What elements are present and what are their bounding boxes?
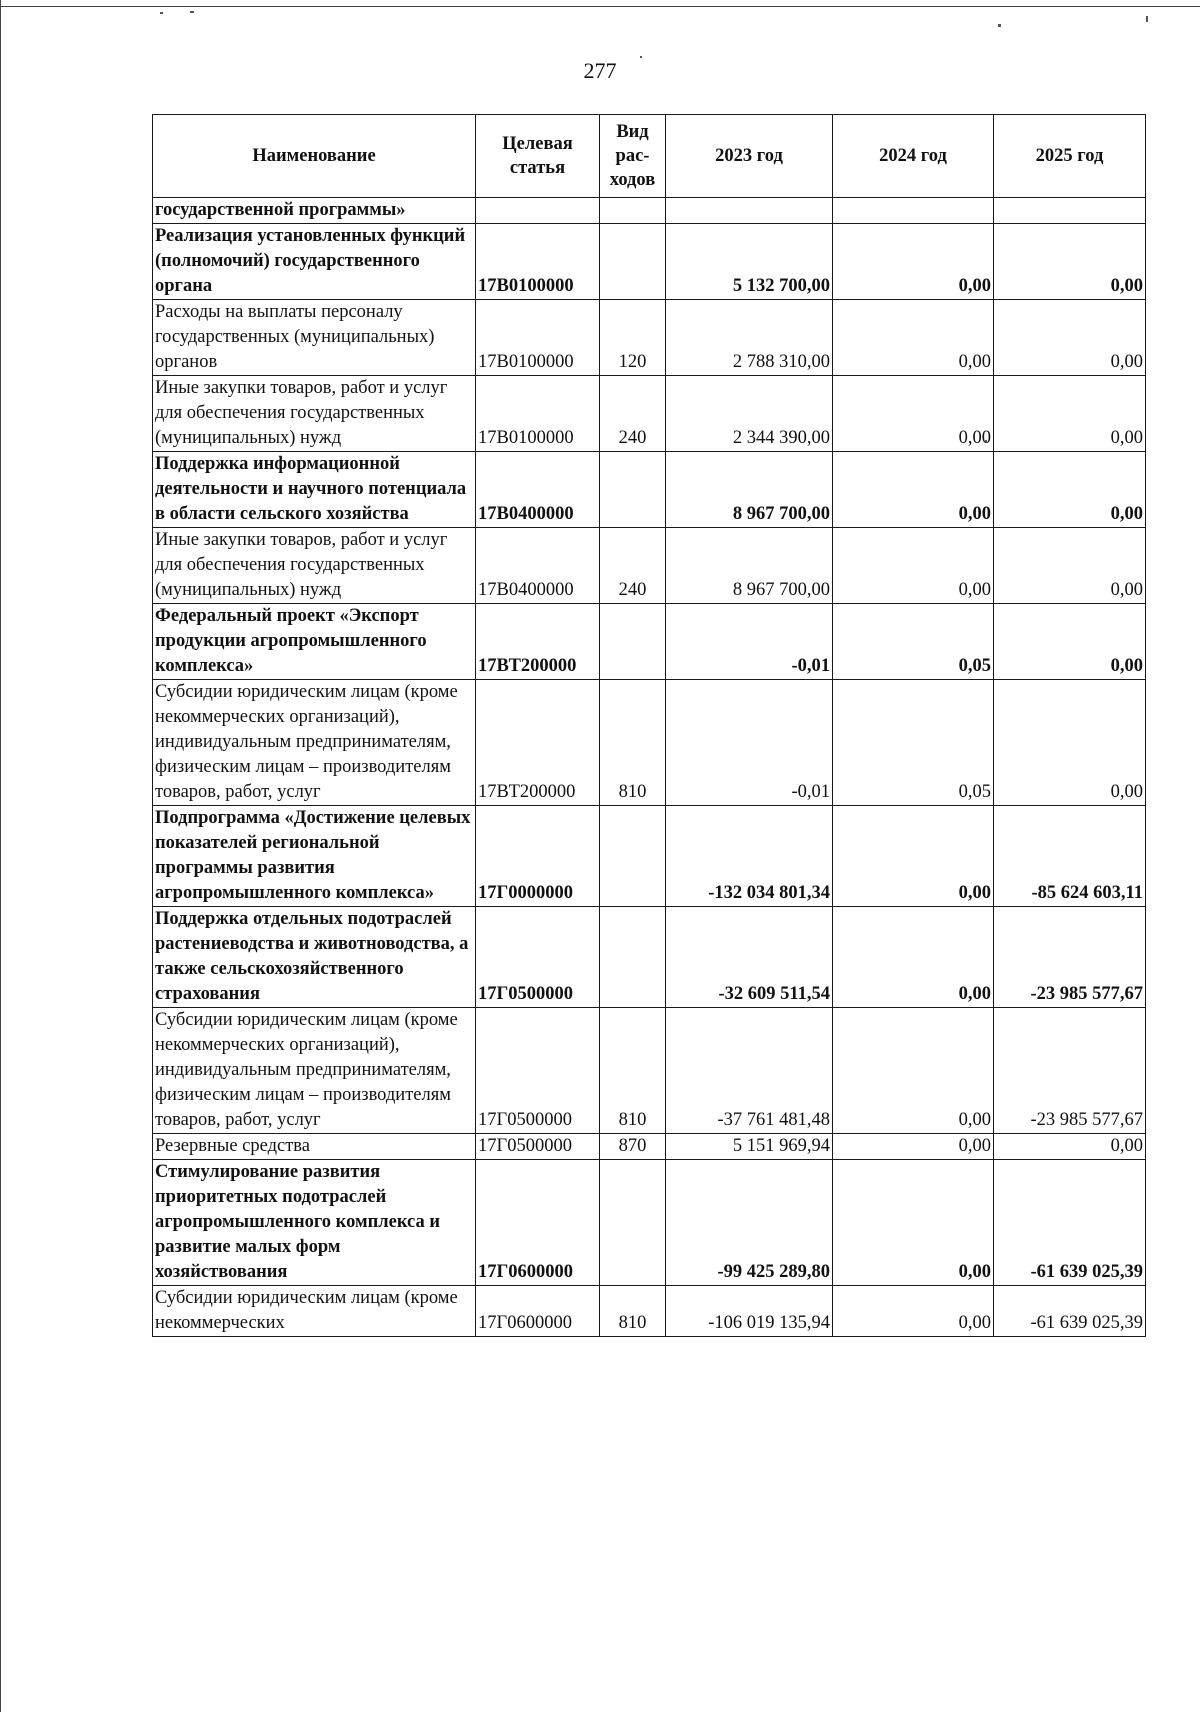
row-amount-2024: 0,00 [833,907,994,1008]
table-row [153,1134,1146,1160]
row-amount-2025: -61 639 025,39 [994,1160,1146,1286]
row-amount-2024: 0,00 [833,224,994,300]
table-row [153,604,1146,680]
row-amount-2024: 0,00 [833,300,994,376]
table-row [153,528,1146,604]
row-amount-2024: 0,00 [833,452,994,528]
row-target-article: 17Г0500000 [476,1008,600,1134]
row-amount-2023: -37 761 481,48 [666,1008,833,1134]
table-body [153,198,1146,1337]
row-target-article: 17В0100000 [476,376,600,452]
scan-left-edge [0,0,1,1712]
row-name: Поддержка отдельных подотраслей растениеводства и животноводства, а также сельскохозяйственного страхования [153,907,476,1008]
row-amount-2025: 0,00 [994,300,1146,376]
row-expense-type [600,907,666,1008]
row-expense-type [600,224,666,300]
row-amount-2023: 8 967 700,00 [666,452,833,528]
table-row [153,300,1146,376]
row-name: Поддержка информационной деятельности и научного потенциала в области сельского хозяйства [153,452,476,528]
row-target-article: 17Г0600000 [476,1160,600,1286]
table-row [153,907,1146,1008]
row-expense-type: 810 [600,1286,666,1337]
row-expense-type: 240 [600,528,666,604]
row-name: Субсидии юридическим лицам (кроме некоммерческих [153,1286,476,1337]
page-number: 277 [583,58,617,83]
row-target-article: 17В0100000 [476,224,600,300]
row-expense-type: 810 [600,680,666,806]
row-expense-type [600,604,666,680]
row-amount-2023: 5 132 700,00 [666,224,833,300]
row-target-article: 17В0400000 [476,528,600,604]
row-amount-2024: 0,05 [833,680,994,806]
row-target-article: 17Г0600000 [476,1286,600,1337]
table-row [153,680,1146,806]
row-name: Федеральный проект «Экспорт продукции агропромышленного комплекса» [153,604,476,680]
header-expense-type: Вид рас- ходов [600,115,666,198]
header-year-2024: 2024 год [833,115,994,198]
table-row [153,224,1146,300]
row-expense-type [600,806,666,907]
scan-dot [998,24,1001,27]
row-amount-2024: 0,00 [833,1286,994,1337]
row-name: Субсидии юридическим лицам (кроме некоммерческих организаций), индивидуальным предпринимателям, физическим лицам – производителям товаров, работ, услуг [153,680,476,806]
table-row [153,1160,1146,1286]
row-expense-type: 870 [600,1134,666,1160]
row-target-article: 17Г0000000 [476,806,600,907]
row-expense-type: 240 [600,376,666,452]
row-name: Расходы на выплаты персоналу государственных (муниципальных) органов [153,300,476,376]
row-name: Субсидии юридическим лицам (кроме некоммерческих организаций), индивидуальным предпринимателям, физическим лицам – производителям товаров, работ, услуг [153,1008,476,1134]
row-amount-2024: 0,00 [833,376,994,452]
row-expense-type [600,452,666,528]
row-amount-2023: -32 609 511,54 [666,907,833,1008]
row-expense-type: 810 [600,1008,666,1134]
table-row [153,1008,1146,1134]
row-amount-2024: 0,00 [833,1134,994,1160]
row-name: Иные закупки товаров, работ и услуг для обеспечения государственных (муниципальных) нужд [153,528,476,604]
row-target-article: 17Г0500000 [476,1134,600,1160]
scan-dot [160,12,163,14]
row-amount-2023: -106 019 135,94 [666,1286,833,1337]
scan-dot [1146,16,1148,22]
row-amount-2023: 2 344 390,00 [666,376,833,452]
row-target-article: 17В0100000 [476,300,600,376]
scan-dot [190,11,194,13]
row-amount-2025: 0,00 [994,1134,1146,1160]
table-row [153,376,1146,452]
row-amount-2025: 0,00 [994,224,1146,300]
row-expense-type [600,198,666,224]
row-amount-2023 [666,198,833,224]
row-expense-type [600,1160,666,1286]
row-target-article [476,198,600,224]
row-amount-2024: 0,00 [833,1160,994,1286]
table-row [153,452,1146,528]
header-year-2023: 2023 год [666,115,833,198]
row-amount-2025 [994,198,1146,224]
row-target-article: 17В0400000 [476,452,600,528]
header-name: Наименование [153,115,476,198]
row-amount-2023: 8 967 700,00 [666,528,833,604]
header-target-article: Целевая статья [476,115,600,198]
row-name: Резервные средства [153,1134,476,1160]
row-amount-2023: -99 425 289,80 [666,1160,833,1286]
row-amount-2025: 0,00 [994,680,1146,806]
row-amount-2025: 0,00 [994,528,1146,604]
row-amount-2024: 0,00 [833,1008,994,1134]
row-amount-2025: -85 624 603,11 [994,806,1146,907]
table-row [153,806,1146,907]
row-amount-2025: -61 639 025,39 [994,1286,1146,1337]
row-amount-2025: -23 985 577,67 [994,1008,1146,1134]
row-amount-2023: -0,01 [666,680,833,806]
row-amount-2025: -23 985 577,67 [994,907,1146,1008]
row-amount-2024: 0,00 [833,806,994,907]
row-name: государственной программы» [153,198,476,224]
table-header-row [153,115,1146,198]
budget-table [152,114,1146,1337]
row-amount-2023: 2 788 310,00 [666,300,833,376]
row-name: Стимулирование развития приоритетных подотраслей агропромышленного комплекса и развитие малых форм хозяйствования [153,1160,476,1286]
row-amount-2025: 0,00 [994,452,1146,528]
row-amount-2023: -0,01 [666,604,833,680]
table-row [153,198,1146,224]
row-amount-2025: 0,00 [994,376,1146,452]
row-amount-2024: 0,00 [833,528,994,604]
row-amount-2025: 0,00 [994,604,1146,680]
row-target-article: 17ВТ200000 [476,680,600,806]
row-target-article: 17ВТ200000 [476,604,600,680]
row-amount-2024: 0,05 [833,604,994,680]
row-expense-type: 120 [600,300,666,376]
row-amount-2023: -132 034 801,34 [666,806,833,907]
row-name: Подпрограмма «Достижение целевых показателей региональной программы развития агропромышленного комплекса» [153,806,476,907]
scan-top-edge [0,6,1200,7]
row-name: Реализация установленных функций (полномочий) государственного органа [153,224,476,300]
table-row [153,1286,1146,1337]
row-amount-2024 [833,198,994,224]
row-name: Иные закупки товаров, работ и услуг для обеспечения государственных (муниципальных) нужд [153,376,476,452]
row-amount-2023: 5 151 969,94 [666,1134,833,1160]
row-target-article: 17Г0500000 [476,907,600,1008]
header-year-2025: 2025 год [994,115,1146,198]
